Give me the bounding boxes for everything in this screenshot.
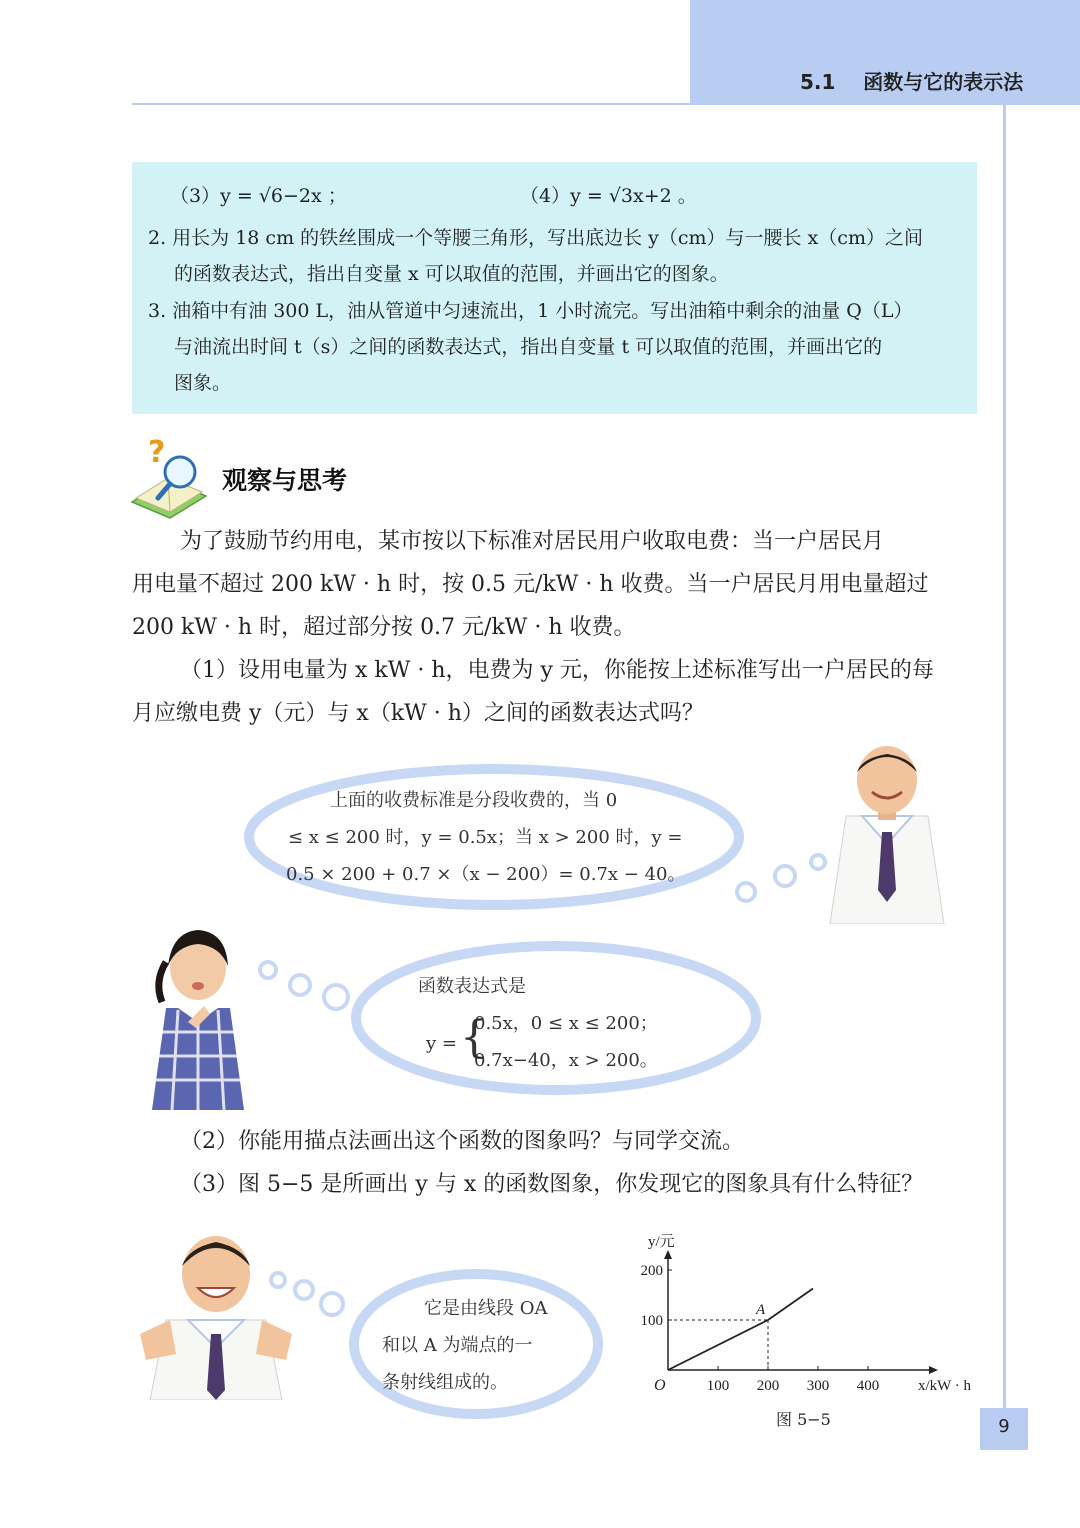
- exercise-q3-line2: 与油流出时间 t（s）之间的函数表达式，指出自变量 t 可以取值的范围，并画出它的: [174, 336, 883, 358]
- paragraph-line: 200 kW · h 时，超过部分按 0.7 元/kW · h 收费。: [132, 615, 636, 640]
- question-2: （2）你能用描点法画出这个函数的图象吗？与同学交流。: [180, 1129, 744, 1154]
- y-tick-label: 100: [640, 1313, 663, 1329]
- x-axis-arrow: [929, 1366, 938, 1374]
- figure-caption: 图 5−5: [776, 1410, 831, 1429]
- x-tick-label: 400: [856, 1378, 880, 1394]
- bubble-1-line3: 0.5 × 200 + 0.7 ×（x − 200）= 0.7x − 40。: [286, 864, 686, 885]
- boy-student-illustration: [826, 740, 948, 924]
- y-axis-label: y/元: [648, 1234, 675, 1250]
- bubble-3-line3: 条射线组成的。: [382, 1372, 508, 1393]
- x-tick-label: 300: [806, 1378, 830, 1394]
- y-axis-arrow: [664, 1250, 672, 1259]
- exercise-q3-line3: 图象。: [174, 372, 232, 394]
- bubble-2-case1: 0.5x，0 ≤ x ≤ 200；: [474, 1013, 658, 1034]
- bubble-2-lhs: y =: [426, 1033, 457, 1054]
- section-heading: 观察与思考: [222, 466, 348, 495]
- x-tick-label: 200: [756, 1378, 780, 1394]
- girl-student-illustration: [148, 922, 248, 1110]
- bubble-2-brace: {: [460, 1012, 488, 1063]
- page-number: 9: [998, 1416, 1010, 1437]
- question-1-line1: （1）设用电量为 x kW · h，电费为 y 元，你能按上述标准写出一户居民的每: [180, 658, 934, 683]
- section-title: 函数与它的表示法: [863, 70, 1024, 94]
- bubble-1-line1: 上面的收费标准是分段收费的，当 0: [330, 790, 618, 811]
- bubble-3-line1: 它是由线段 OA: [424, 1298, 548, 1319]
- margin-rule: [1003, 104, 1006, 1410]
- header-rule: [132, 103, 1080, 105]
- point-a-label: A: [756, 1302, 766, 1318]
- section-number: 5.1: [800, 70, 836, 94]
- bubble-2-line1: 函数表达式是: [418, 976, 526, 997]
- svg-text:?: ?: [148, 435, 166, 470]
- section-header: [800, 66, 1023, 95]
- exercise-q3-line1: 3. 油箱中有油 300 L，油从管道中匀速流出，1 小时流完。写出油箱中剩余的油量 Q（L）: [148, 300, 913, 322]
- x-tick-label: 100: [706, 1378, 730, 1394]
- y-tick-label: 200: [640, 1263, 663, 1279]
- paragraph-line: 用电量不超过 200 kW · h 时，按 0.5 元/kW · h 收费。当一户居民月用电量超过: [132, 572, 929, 597]
- origin-label: O: [654, 1377, 666, 1394]
- question-3: （3）图 5−5 是所画出 y 与 x 的函数图象，你发现它的图象具有什么特征？: [180, 1172, 924, 1197]
- paragraph-line: 为了鼓励节约用电，某市按以下标准对居民用户收取电费：当一户居民月: [180, 529, 885, 554]
- exercise-q2-line2: 的函数表达式，指出自变量 x 可以取值的范围，并画出它的图象。: [174, 263, 729, 285]
- graph-line: [668, 1289, 813, 1371]
- function-graph-figure: [620, 1210, 980, 1440]
- bubble-1-line2: ≤ x ≤ 200 时，y = 0.5x；当 x > 200 时，y =: [288, 827, 683, 848]
- bubble-2-case2: 0.7x−40，x > 200。: [474, 1050, 658, 1071]
- magnifier-book-icon: [128, 432, 214, 520]
- bubble-3-line2: 和以 A 为端点的一: [382, 1335, 533, 1356]
- x-axis-label: x/kW · h: [918, 1378, 972, 1394]
- exercise-item-4: （4）y = √3x+2 。: [520, 185, 697, 207]
- question-1-line2: 月应缴电费 y（元）与 x（kW · h）之间的函数表达式吗？: [132, 701, 704, 726]
- exercise-item-3: （3）y = √6−2x ；: [170, 185, 347, 207]
- exercise-q2-line1: 2. 用长为 18 cm 的铁丝围成一个等腰三角形，写出底边长 y（cm）与一腰长 x（cm）之间: [148, 227, 923, 249]
